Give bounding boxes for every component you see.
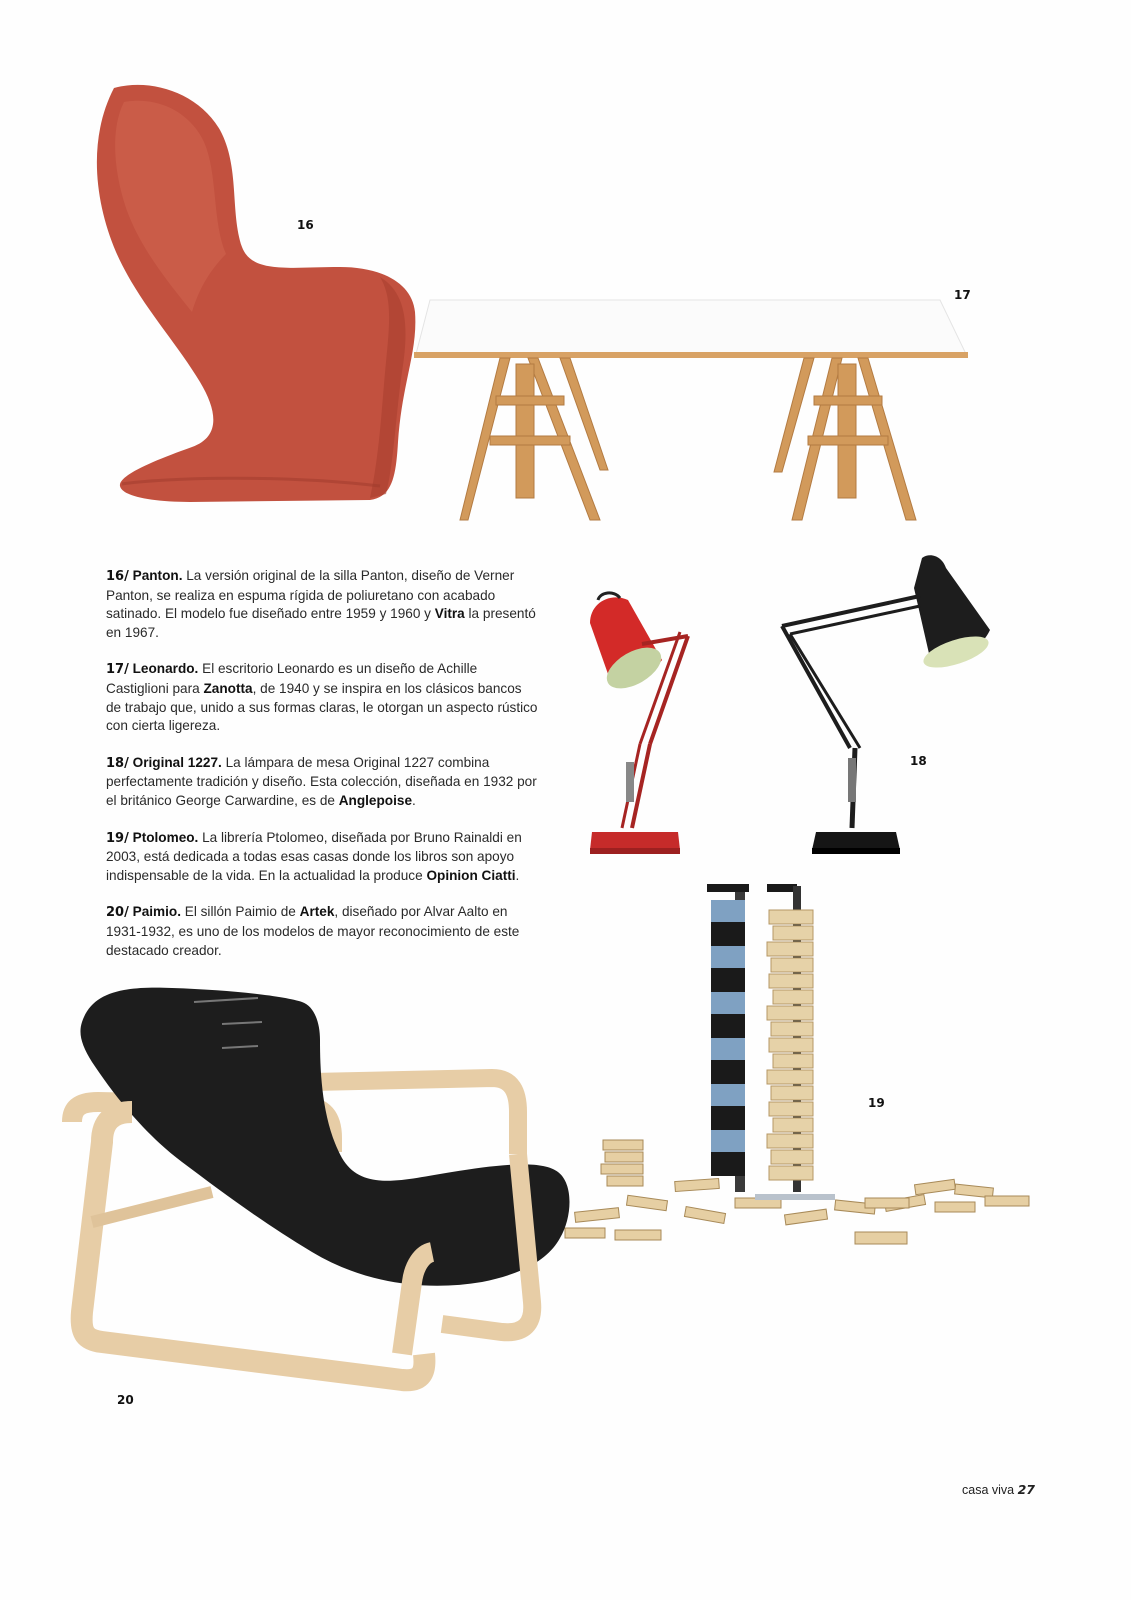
entry-title: Leonardo. xyxy=(132,661,199,677)
entry-panton xyxy=(106,567,538,642)
entry-original-1227 xyxy=(106,754,538,811)
brand-name: Zanotta xyxy=(203,680,253,696)
entry-text: El escritorio Leonardo es un diseño de Achille Castiglioni para xyxy=(106,661,478,696)
entry-number: 19/ xyxy=(106,830,129,846)
panton-chair-photo xyxy=(80,82,425,507)
entry-text: La librería Ptolomeo, diseñada por Bruno Rainaldi en 2003, está dedicada a todas esas casas donde los libros son apoyo indispensable de la vida. En la actualidad la produce xyxy=(106,829,522,883)
photo-number-17: 17 xyxy=(954,288,971,302)
entry-paimio xyxy=(106,903,538,960)
entry-number: 18/ xyxy=(106,755,129,771)
entry-number: 20/ xyxy=(106,905,129,921)
leonardo-table-photo xyxy=(410,292,970,524)
paimio-armchair-photo xyxy=(62,982,582,1402)
brand-name: Vitra xyxy=(434,606,465,622)
brand-name: Anglepoise xyxy=(338,792,412,808)
ptolomeo-bookcase-photo xyxy=(555,880,1055,1260)
page-folio xyxy=(962,1482,1035,1497)
entry-title: Ptolomeo. xyxy=(132,829,199,845)
entry-text-end: . xyxy=(412,792,416,808)
captions-column xyxy=(106,567,538,978)
brand-name: Artek xyxy=(299,904,335,920)
anglepoise-lamps-photo xyxy=(570,548,1000,863)
photo-number-16: 16 xyxy=(297,218,314,232)
entry-title: Paimio. xyxy=(132,904,181,920)
entry-title: Panton. xyxy=(132,568,183,583)
entry-text-end: , diseñado por Alvar Aalto en 1931-1932, es uno de los modelos de mayor reconocimiento de este destacado creador. xyxy=(106,904,520,958)
photo-number-18: 18 xyxy=(910,754,927,768)
entry-text: La versión original de la silla Panton, diseño de Verner Panton, se realiza en espuma rígida de poliuretano con acabado satinado. El modelo fue diseñado entre 1959 y 1960 y xyxy=(106,568,515,622)
entry-text: La lámpara de mesa Original 1227 combina perfectamente tradición y diseño. Esta colección, diseñada en 1932 por el británico George Carwardine, es de xyxy=(106,754,537,808)
entry-title: Original 1227. xyxy=(132,754,222,770)
photo-number-19: 19 xyxy=(868,1096,885,1110)
entry-text-end: . xyxy=(515,867,520,883)
photo-number-20: 20 xyxy=(117,1393,134,1407)
entry-text-end: la presentó en 1967. xyxy=(106,606,536,640)
brand-name: Opinion Ciatti xyxy=(426,867,516,883)
magazine-name: casa viva xyxy=(962,1483,1015,1497)
entry-leonardo xyxy=(106,660,538,735)
entry-ptolomeo xyxy=(106,829,538,886)
entry-number: 16/ xyxy=(106,569,129,584)
page-number: 27 xyxy=(1017,1482,1035,1497)
entry-text-end: , de 1940 y se inspira en los clásicos bancos de trabajo que, unido a sus formas claras, le otorgan un aspecto rústico con cierta ligereza. xyxy=(106,680,538,734)
entry-text: El sillón Paimio de xyxy=(184,904,296,920)
entry-number: 17/ xyxy=(106,662,129,678)
